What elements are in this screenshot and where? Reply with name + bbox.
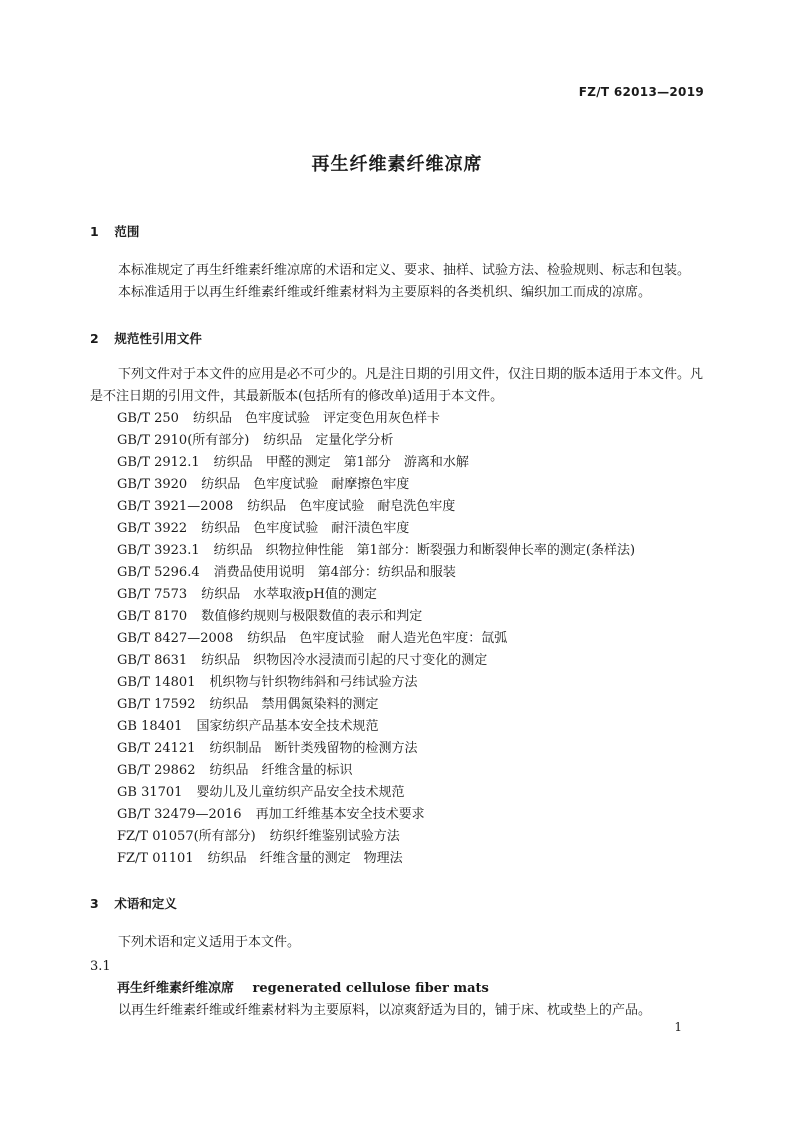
reference-item [117, 738, 635, 760]
section-number: 1 [90, 224, 99, 239]
reference-code: GB/T 8170 [117, 609, 188, 624]
reference-code: GB/T 3921—2008 [117, 499, 234, 514]
reference-item [117, 672, 635, 694]
reference-code: GB/T 5296.4 [117, 565, 200, 580]
scope-paragraph-1: 本标准规定了再生纤维素纤维凉席的术语和定义、要求、抽样、试验方法、检验规则、标志和包装。 [118, 263, 691, 278]
section-title: 规范性引用文件 [114, 331, 202, 346]
reference-item [117, 760, 635, 782]
reference-code: GB/T 3920 [117, 477, 188, 492]
section-number: 3 [90, 896, 99, 911]
reference-title: 纺织品 色牢度试验 耐汗渍色牢度 [201, 521, 410, 536]
reference-code: GB/T 8427—2008 [117, 631, 234, 646]
reference-code: GB/T 32479—2016 [117, 807, 242, 822]
section-heading-scope [90, 222, 139, 240]
reference-title: 纺织品 定量化学分析 [263, 433, 394, 448]
reference-title: 纺织品 织物拉伸性能 第1部分：断裂强力和断裂伸长率的测定(条样法) [213, 543, 636, 558]
reference-title: 纺织品 纤维含量的标识 [209, 763, 353, 778]
reference-code: GB/T 2912.1 [117, 455, 200, 470]
reference-item [117, 826, 635, 848]
reference-item [117, 452, 635, 474]
section-title: 术语和定义 [114, 896, 177, 911]
section-heading-normative-references [90, 329, 202, 347]
reference-code: FZ/T 01101 [117, 851, 194, 866]
reference-code: GB/T 24121 [117, 741, 196, 756]
reference-title: 纺织品 色牢度试验 耐摩擦色牢度 [201, 477, 410, 492]
reference-item [117, 782, 635, 804]
reference-item [117, 606, 635, 628]
reference-title: 纺织品 禁用偶氮染料的测定 [209, 697, 379, 712]
clause-number: 3.1 [90, 959, 111, 974]
scope-paragraph-2: 本标准适用于以再生纤维素纤维或纤维素材料为主要原料的各类机织、编织加工而成的凉席。 [118, 285, 652, 300]
reference-title: 消费品使用说明 第4部分：纺织品和服装 [213, 565, 456, 580]
reference-title: 婴幼儿及儿童纺织产品安全技术规范 [196, 785, 405, 800]
reference-title: 纺织纤维鉴别试验方法 [269, 829, 400, 844]
section-title: 范围 [114, 224, 140, 239]
reference-code: FZ/T 01057(所有部分) [117, 829, 256, 844]
section-number: 2 [90, 331, 99, 346]
reference-title: 纺织制品 断针类残留物的检测方法 [209, 741, 418, 756]
reference-item [117, 804, 635, 826]
standard-code: FZ/T 62013—2019 [578, 85, 704, 99]
reference-code: GB/T 250 [117, 411, 179, 426]
reference-code: GB/T 14801 [117, 675, 196, 690]
reference-item [117, 518, 635, 540]
reference-code: GB 31701 [117, 785, 183, 800]
reference-code: GB/T 29862 [117, 763, 196, 778]
reference-title: 数值修约规则与极限数值的表示和判定 [201, 609, 423, 624]
reference-title: 纺织品 水萃取液pH值的测定 [201, 587, 377, 602]
reference-item [117, 848, 635, 870]
reference-code: GB/T 8631 [117, 653, 188, 668]
page-number: 1 [674, 1020, 682, 1034]
reference-item [117, 628, 635, 650]
reference-item [117, 650, 635, 672]
reference-title: 纺织品 纤维含量的测定 物理法 [207, 851, 403, 866]
reference-title: 再加工纤维基本安全技术要求 [255, 807, 425, 822]
reference-code: GB/T 2910(所有部分) [117, 433, 250, 448]
reference-item [117, 584, 635, 606]
reference-code: GB/T 7573 [117, 587, 188, 602]
reference-item [117, 694, 635, 716]
term-english: regenerated cellulose fiber mats [252, 981, 489, 996]
reference-code: GB/T 17592 [117, 697, 196, 712]
reference-title: 纺织品 色牢度试验 耐皂洗色牢度 [247, 499, 456, 514]
reference-title: 纺织品 色牢度试验 耐人造光色牢度：氙弧 [247, 631, 508, 646]
reference-item [117, 496, 635, 518]
reference-item [117, 540, 635, 562]
reference-item [117, 408, 635, 430]
reference-title: 纺织品 甲醛的测定 第1部分 游离和水解 [213, 455, 469, 470]
reference-code: GB/T 3923.1 [117, 543, 200, 558]
reference-code: GB/T 3922 [117, 521, 188, 536]
reference-item [117, 474, 635, 496]
reference-title: 纺织品 色牢度试验 评定变色用灰色样卡 [192, 411, 440, 426]
term-definition: 以再生纤维素纤维或纤维素材料为主要原料，以凉爽舒适为目的，铺于床、枕或垫上的产品。 [118, 1003, 652, 1018]
reference-item [117, 430, 635, 452]
reference-title: 机织物与针织物纬斜和弓纬试验方法 [209, 675, 418, 690]
reference-title: 纺织品 织物因冷水浸渍而引起的尺寸变化的测定 [201, 653, 488, 668]
terms-intro: 下列术语和定义适用于本文件。 [118, 935, 301, 950]
reference-title: 国家纺织产品基本安全技术规范 [196, 719, 379, 734]
reference-code: GB 18401 [117, 719, 183, 734]
document-title: 再生纤维素纤维凉席 [311, 154, 483, 175]
reference-item [117, 562, 635, 584]
term-chinese: 再生纤维素纤维凉席 [117, 981, 235, 996]
references-intro: 下列文件对于本文件的应用是必不可少的。凡是注日期的引用文件，仅注日期的版本适用于本文件。凡是不注日期的引用文件，其最新版本(包括所有的修改单)适用于本文件。 [90, 367, 704, 404]
term-entry [117, 978, 489, 1000]
reference-item [117, 716, 635, 738]
section-heading-terms [90, 894, 177, 912]
reference-list [117, 408, 635, 870]
